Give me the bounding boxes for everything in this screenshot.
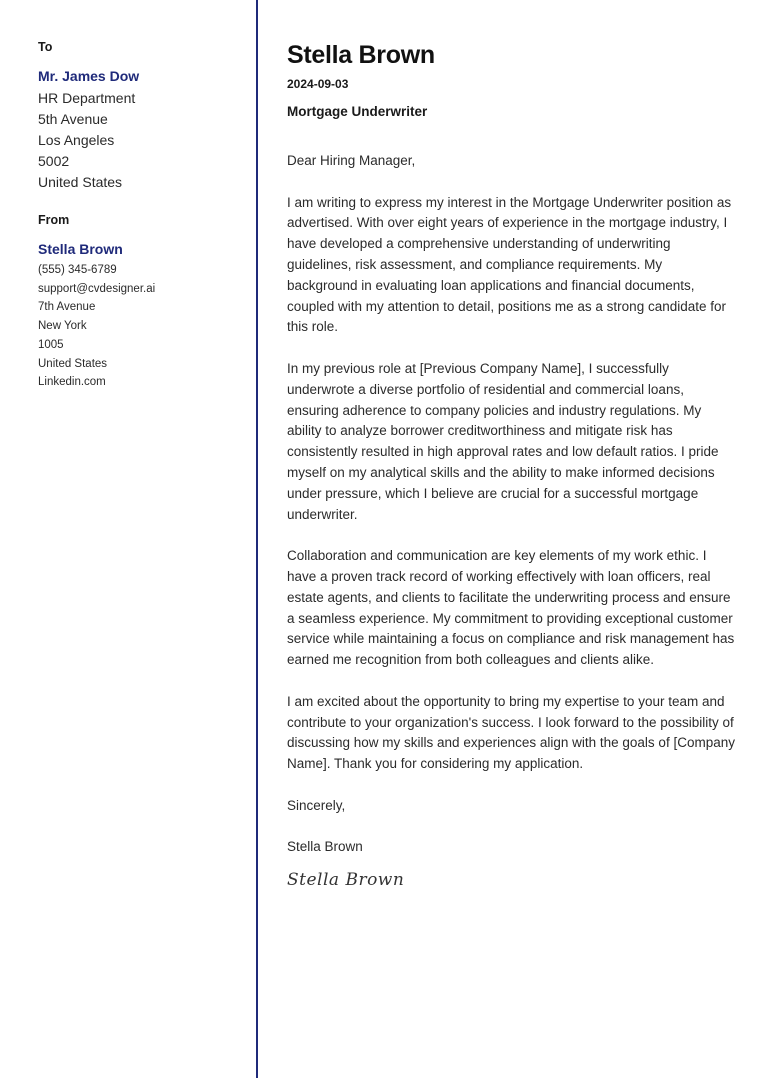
sender-street: 7th Avenue: [38, 301, 96, 314]
sender-linkedin: Linkedin.com: [38, 376, 106, 389]
signature: Stella Brown: [287, 870, 405, 890]
sender-name: Stella Brown: [38, 241, 123, 257]
applicant-name: Stella Brown: [287, 41, 435, 69]
sender-phone: (555) 345-6789: [38, 264, 117, 276]
paragraph-4: I am excited about the opportunity to bring my expertise to your team and contribute to your organization's success. I look forward to the possibility of discussing how my skills and experiences align with the goals of [Company Name]. Thank you for considering my application.: [287, 693, 735, 772]
recipient-country: United States: [38, 174, 123, 190]
sender-zip: 1005: [38, 338, 64, 351]
letter-date: 2024-09-03: [287, 77, 349, 91]
paragraph-3: Collaboration and communication are key elements of my work ethic. I have a proven track record of working effectively with loan officers, real estate agents, and clients to facilitate the underwriting process and ensure a seamless experience. My commitment to providing exceptional customer service while maintaining a focus on compliance and risk management has earned me recognition from both colleagues and clients alike.: [287, 548, 735, 668]
closing-name: Stella Brown: [287, 839, 363, 855]
sender-email: support@cvdesigner.ai: [38, 282, 156, 295]
to-heading: To: [38, 40, 53, 54]
paragraph-2: In my previous role at [Previous Company Name], I successfully underwrote a diverse portfolio of residential and commercial loans, ensuring adherence to company policies and industry regulations. My ability to analyze borrower creditworthiness and mitigate risk has consistently resulted in high approval rates and low default ratios. I pride myself on my analytical skills and the ability to make informed decisions under pressure, which I believe are crucial for a successful mortgage underwriter.: [287, 360, 719, 522]
sender-country: United States: [38, 357, 108, 370]
recipient-city: Los Angeles: [38, 132, 115, 148]
recipient-street: 5th Avenue: [38, 111, 108, 127]
sidebar: [0, 0, 257, 1078]
recipient-name: Mr. James Dow: [38, 68, 140, 84]
vertical-divider: [256, 0, 258, 1078]
paragraph-1: I am writing to express my interest in the Mortgage Underwriter position as advertised. With over eight years of experience in the mortgage industry, I have developed a comprehensive understanding of underwriting guidelines, risk assessment, and compliance requirements. My background in evaluating loan applications and financial documents, coupled with my attention to detail, positions me as a strong candidate for this role.: [287, 194, 732, 335]
salutation: Dear Hiring Manager,: [287, 153, 416, 168]
sender-contact: [38, 261, 155, 392]
sender-city: New York: [38, 320, 87, 333]
job-title: Mortgage Underwriter: [287, 104, 428, 119]
from-heading: From: [38, 213, 70, 227]
recipient-department: HR Department: [38, 90, 136, 106]
recipient-address: [38, 88, 135, 193]
closing: Sincerely,: [287, 797, 346, 813]
letter-body: [287, 151, 735, 879]
recipient-zip: 5002: [38, 153, 70, 169]
